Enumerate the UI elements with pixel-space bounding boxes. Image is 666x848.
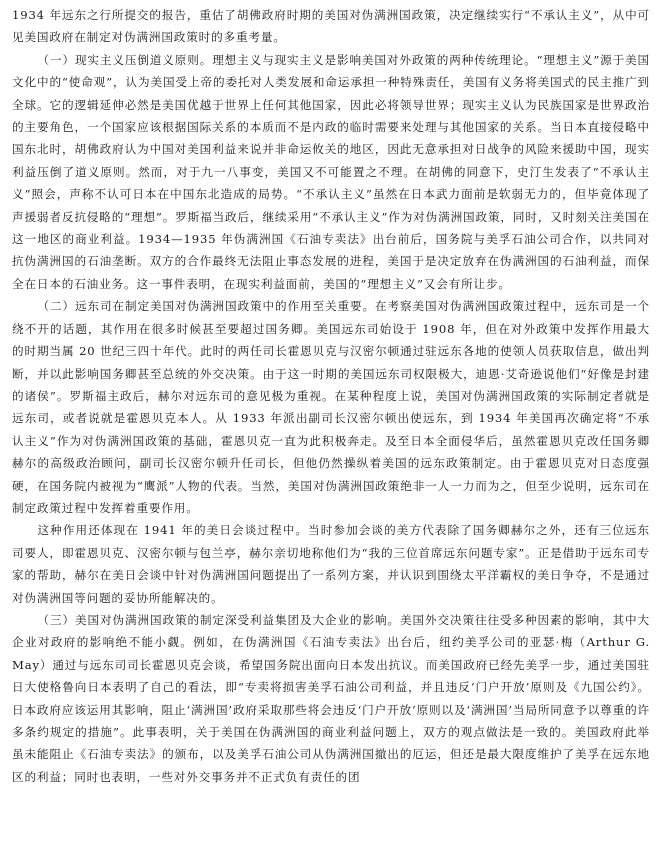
paragraph-1941-talks: 这种作用还体现在 1941 年的美日会谈过程中。当时参加会谈的美方代表除了国务卿赫尔之外，还有三位远东司要人，即霍恩贝克、汉密尔顿与包兰亭，赫尔亲切地称他们为“我的三位首席远东问题专家”。正是借助于远东司专家的帮助，赫尔在美日会谈中针对伪满洲国问题提出了一系列方案，并认识到围绕太平洋霸权的美日争夺，不是通过对伪满洲国等问题的妥协所能解决的。: [12, 523, 650, 605]
paragraph-section-2: （二）远东司在制定美国对伪满洲国政策中的作用至关重要。在考察美国对伪满洲国政策过程中，远东司是一个绕不开的话题，其作用在很多时候甚至要超过国务卿。美国远东司始设于 1908 年，但在对外政策中发挥作用最大的时期当属 20 世纪三四十年代。此时的两任司长霍恩贝克与汉密尔顿通过驻远东各地的使领人员获取信息，做出判断，并以此影响国务卿甚至总统的外交决策。由于这一时期的美国远东司权限极大，迪恩·艾奇逊说他们“好像是封建的诸侯”。罗斯福主政后，赫尔对远东司的意见极为重视。在某种程度上说，美国对伪满洲国政策的实际制定者就是远东司，或者说就是霍恩贝克本人。从 1933 年派出副司长汉密尔顿出使远东，到 1934 年美国再次确定将“不承认主义”作为对伪满洲国政策的基础，霍恩贝克一直为此积极奔走。及至日本全面侵华后，虽然霍恩贝克改任国务卿赫尔的高级政治顾问，副司长汉密尔顿升任司长，但他仍然操纵着美国的远东政策制定。由于霍恩贝克对日态度强硬，在国务院内被视为“鹰派”人物的代表。当然，美国对伪满洲国政策绝非一人一力而为之，但至少说明，远东司在制定政策过程中发挥着重要作用。: [12, 299, 650, 515]
paragraph-intro: 1934 年远东之行所提交的报告，重估了胡佛政府时期的美国对伪满洲国政策，决定继续实行“不承认主义”，从中可见美国政府在制定对伪满洲国政策时的多重考量。: [12, 8, 650, 45]
paragraph-section-3: （三）美国对伪满洲国政策的制定深受利益集团及大企业的影响。美国外交决策往往受多种因素的影响，其中大企业对政府的影响绝不能小觑。例如，在伪满洲国《石油专卖法》出台后，纽约美孚公司的亚瑟·梅（Arthur G. May）通过与远东司司长霍恩贝克会谈，希望国务院出面向日本发出抗议。而美国政府已经先美孚一步，通过美国驻日大使格鲁向日本表明了自己的看法，即“专卖将损害美孚石油公司利益，并且违反‘门户开放’原则及《九国公约》。日本政府应该运用其影响，阻止‘满洲国’政府采取那些将会违反‘门户开放’原则以及‘满洲国’当局所同意予以尊重的许多条约规定的措施”。此事表明，关于美国在伪满洲国的商业利益问题上，双方的观点做法是一致的。美国政府此举虽未能阻止《石油专卖法》的颁布，以及美孚石油公司从伪满洲国撤出的厄运，但还是最大限度维护了美孚在远东地区的利益；同时也表明，一些对外交事务并不正式负有责任的团: [12, 612, 650, 784]
document-page: [12, 4, 650, 788]
paragraph-section-1: （一）现实主义压倒道义原则。理想主义与现实主义是影响美国对外政策的两种传统理论。“理想主义”源于美国文化中的“使命观”，认为美国受上帝的委托对人类发展和命运承担一种特殊责任，美国有义务将美国式的民主推广到全球。它的逻辑延伸必然是美国优越于世界上任何其他国家，因此必将领导世界；现实主义认为民族国家是世界政治的主要角色，一个国家应该根据国际关系的本质而不是内政的临时需要来处理与其他国家的关系。当日本直接侵略中国东北时，胡佛政府认为中国对美国利益来说并非命运攸关的地区，因此无意承担对日战争的风险来援助中国，现实利益压倒了道义原则。然而，对于九一八事变，美国又不可能置之不理。在胡佛的同意下，史汀生发表了“不承认主义”照会，声称不认可日本在中国东北造成的局势。“不承认主义”虽然在日本武力面前是软弱无力的，但毕竟体现了声援弱者反抗侵略的“理想”。罗斯福当政后，继续采用“不承认主义”作为对伪满洲国政策，同时，又时刻关注美国在这一地区的商业利益。1934—1935 年伪满洲国《石油专卖法》出台前后，国务院与美孚石油公司合作，以共同对抗伪满洲国的石油垄断。双方的合作最终无法阻止事态发展的进程，美国于是决定放弃在伪满洲国的石油利益，而保全在日本的石油业务。这一事件表明，在现实利益面前，美国的“理想主义”又会有所让步。: [12, 52, 650, 291]
